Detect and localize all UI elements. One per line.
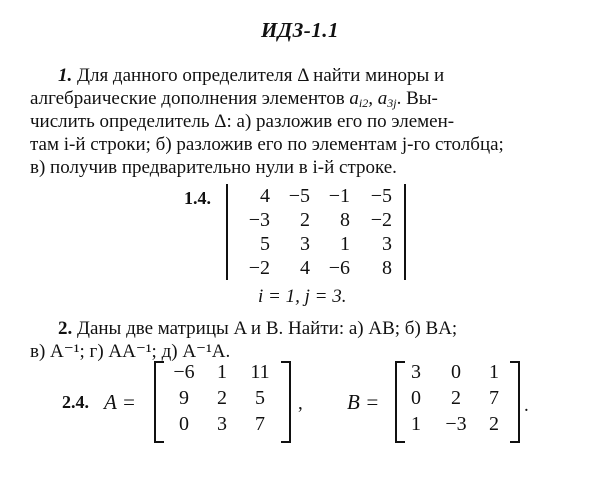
- matrix-a-label: A =: [104, 390, 136, 414]
- problem2-line2: в) A⁻¹; г) AA⁻¹; д) A⁻¹A.: [30, 341, 231, 362]
- matrix-a-right-bracket: [281, 361, 291, 443]
- determinant-cell: −1: [328, 185, 350, 207]
- matrix-separator: ,: [298, 393, 303, 414]
- matrix-a-cell: 0: [179, 413, 189, 435]
- determinant-condition: i = 1, j = 3.: [258, 286, 347, 307]
- determinant-cell: −2: [370, 209, 392, 231]
- problem2-text1: Даны две матрицы A и B. Найти: а) AB; б) BA;: [77, 318, 458, 339]
- determinant-label: 1.4.: [184, 188, 211, 208]
- matrix-b-cell: 0: [451, 361, 461, 383]
- matrix-b-cell: 0: [411, 387, 421, 409]
- matrix-b-cell: 7: [489, 387, 499, 409]
- problem1-line3: числить определитель Δ: а) разложив его по элемен-: [30, 111, 455, 132]
- matrix-a-cell: 11: [250, 361, 270, 383]
- matrix-a-cell: 9: [179, 387, 189, 409]
- matrices-label: 2.4.: [62, 392, 89, 412]
- determinant-cell: 5: [260, 233, 270, 255]
- determinant-cell: 3: [382, 233, 392, 255]
- matrix-b-cell: 1: [411, 413, 421, 435]
- matrix-b-cell: 2: [489, 413, 499, 435]
- matrix-b-cell: −3: [445, 413, 467, 435]
- problem2-line1: [58, 317, 457, 340]
- matrix-a-cell: 7: [255, 413, 265, 435]
- determinant-right-bar: [404, 184, 406, 280]
- determinant-left-bar: [226, 184, 228, 280]
- matrix-a-cell: −6: [173, 361, 195, 383]
- element-a-i2: $a_{i2}$: [349, 88, 369, 110]
- problem1-line5: в) получив предварительно нули в i-й строке.: [30, 157, 397, 178]
- problem1-line4: там i-й строки; б) разложив его по элементам j-го столбца;: [30, 134, 504, 155]
- matrix-b-cell: 1: [489, 361, 499, 383]
- matrix-a-cell: 1: [217, 361, 227, 383]
- determinant-cell: 4: [300, 257, 310, 279]
- problem1-text2a: алгебраические дополнения элементов: [30, 88, 345, 109]
- problem1-number: 1.: [58, 65, 73, 86]
- matrix-a-cell: 3: [217, 413, 227, 435]
- determinant-cell: 8: [382, 257, 392, 279]
- matrix-end-period: .: [524, 395, 529, 416]
- matrix-b-cell: 2: [451, 387, 461, 409]
- matrix-a-left-bracket: [154, 361, 164, 443]
- page-title: ИДЗ-1.1: [260, 18, 340, 42]
- determinant-cell: −5: [288, 185, 310, 207]
- determinant-cell: 3: [300, 233, 310, 255]
- problem1-text1: Для данного определителя Δ найти миноры и: [77, 65, 445, 86]
- problem1-text2d: . Вы-: [396, 88, 438, 109]
- matrix-a-cell: 5: [255, 387, 265, 409]
- determinant-cell: −6: [328, 257, 350, 279]
- determinant-cell: −2: [248, 257, 270, 279]
- determinant-cell: 4: [260, 185, 270, 207]
- determinant-cell: 8: [340, 209, 350, 231]
- matrix-a-cell: 2: [217, 387, 227, 409]
- element-a-3j: , $a_{3j}$: [368, 88, 397, 110]
- matrix-b-label: B =: [347, 390, 380, 414]
- problem1-line1: [58, 64, 444, 87]
- determinant-cell: 1: [340, 233, 350, 255]
- matrix-b-cell: 3: [411, 361, 421, 383]
- determinant-cell: −3: [248, 209, 270, 231]
- determinant-cell: 2: [300, 209, 310, 231]
- determinant-cell: −5: [370, 185, 392, 207]
- problem2-number: 2.: [58, 318, 73, 339]
